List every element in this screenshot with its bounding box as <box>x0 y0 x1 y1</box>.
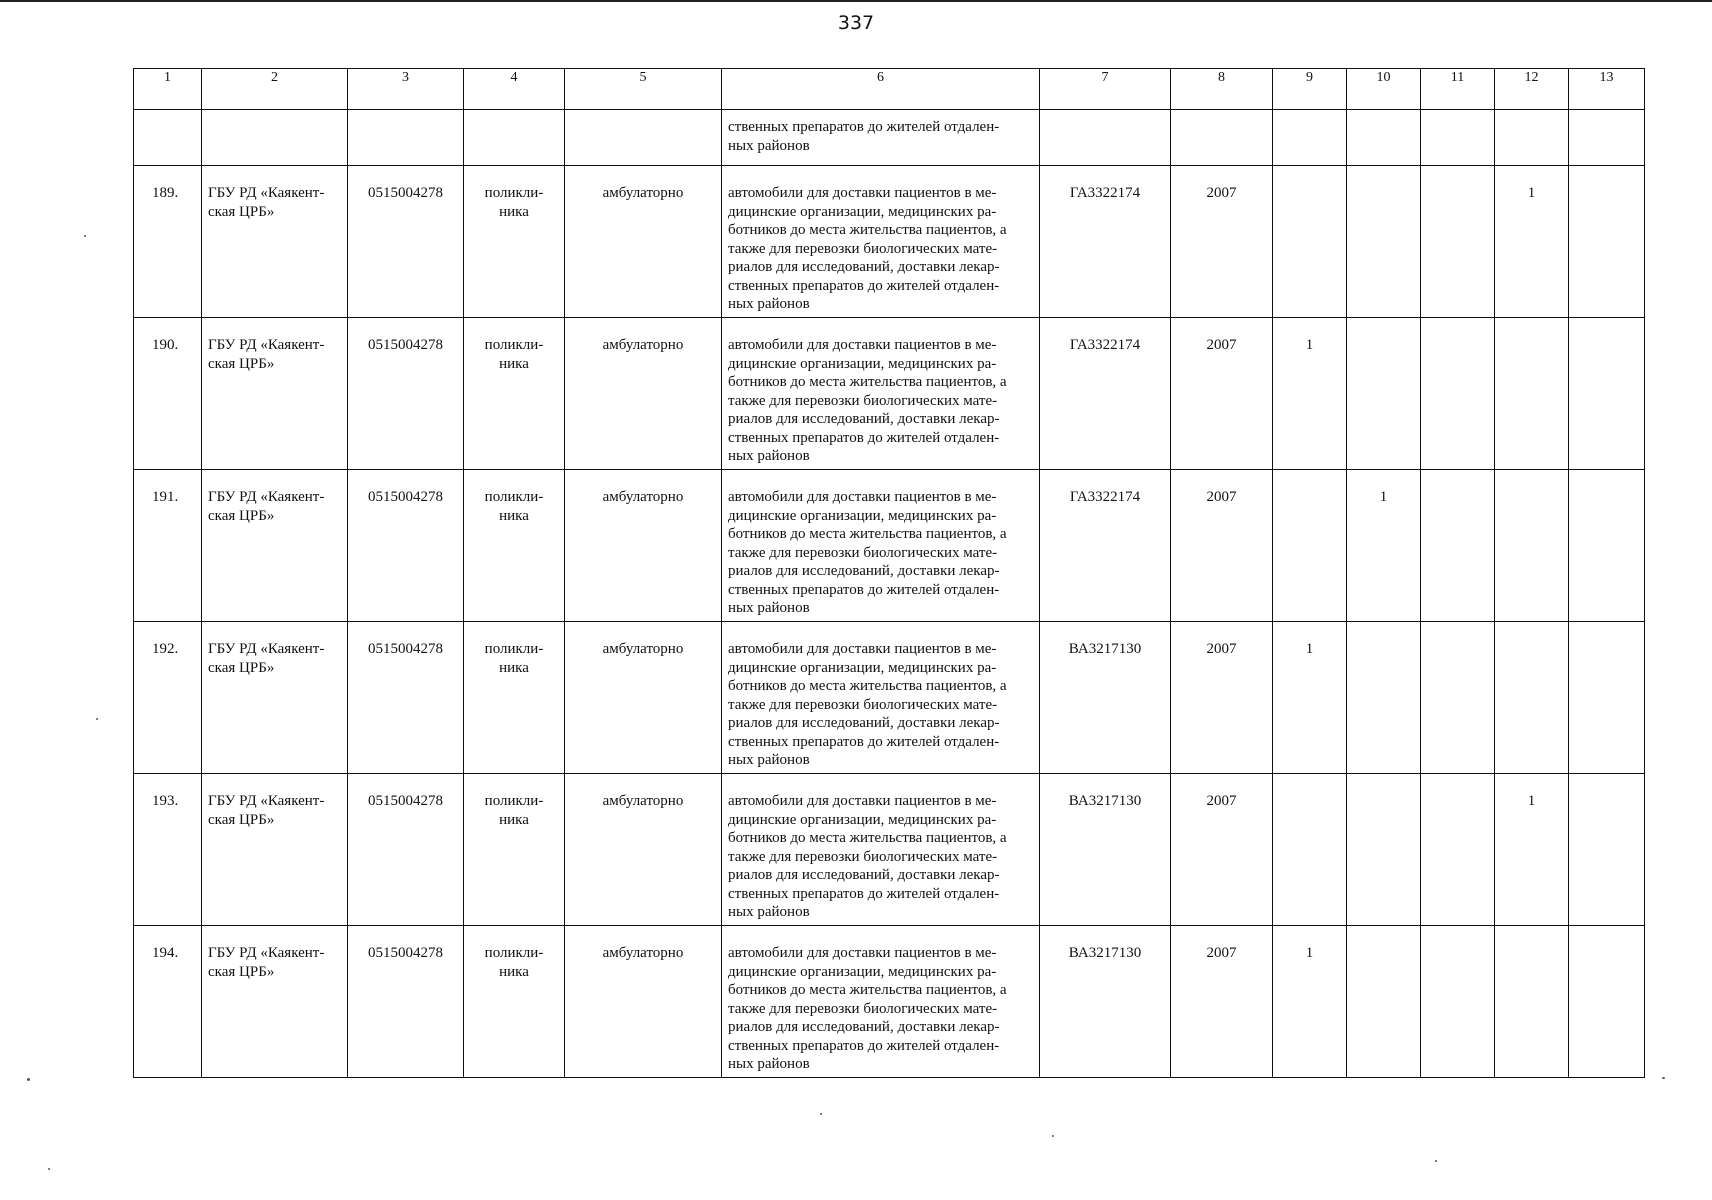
care-mode: амбулаторно <box>602 185 684 201</box>
table-row <box>134 166 1645 318</box>
vehicle-purpose-cell <box>722 622 1040 774</box>
care-mode: амбулаторно <box>602 641 684 657</box>
inn-number: 0515004278 <box>368 185 443 201</box>
vehicle-year-cell <box>1171 318 1273 470</box>
row-number: 192. <box>152 641 179 657</box>
col-11-value-cell <box>1421 318 1495 470</box>
col-13-value-cell <box>1569 166 1645 318</box>
vehicle-year-cell <box>1171 622 1273 774</box>
col-10-value <box>1347 318 1420 336</box>
unit-type: поликли- ника <box>484 793 544 828</box>
vehicle-model-cell <box>1040 166 1171 318</box>
organization-name: ГБУ РД «Каякент- ская ЦРБ» <box>208 337 325 372</box>
col-9-value <box>1273 470 1346 488</box>
scan-speck <box>1435 1160 1437 1162</box>
col-12-value-cell <box>1495 318 1569 470</box>
inn-number: 0515004278 <box>368 489 443 505</box>
col-11-value-cell <box>1421 774 1495 926</box>
col-12-value-cell <box>1495 622 1569 774</box>
col-12-value-cell <box>1495 166 1569 318</box>
col-12-value <box>1495 470 1568 488</box>
header-col-6: 6 <box>722 69 1040 110</box>
organization-name-cell <box>202 166 348 318</box>
vehicle-table <box>133 68 1645 1078</box>
header-col-12: 12 <box>1495 69 1569 110</box>
col-13-value <box>1569 166 1644 184</box>
col-9-value-cell <box>1273 622 1347 774</box>
organization-name-cell <box>202 774 348 926</box>
col-9-value: 1 <box>1305 641 1314 657</box>
vehicle-model: ГА3322174 <box>1069 489 1141 505</box>
empty-cell <box>1569 110 1645 166</box>
organization-name: ГБУ РД «Каякент- ская ЦРБ» <box>208 641 325 676</box>
inn-number: 0515004278 <box>368 945 443 961</box>
col-10-value-cell <box>1347 774 1421 926</box>
header-col-10: 10 <box>1347 69 1421 110</box>
unit-type-cell <box>464 622 565 774</box>
vehicle-purpose: автомобили для доставки пациентов в ме- дицинские организации, медицинских ра- ботников до места жительства пациентов, а также для перевозки биологических мате- риалов для исследований, доставки лекар- ственных препаратов до жителей отдален- ных районов <box>728 489 1007 616</box>
col-11-value <box>1421 774 1494 792</box>
vehicle-model-cell <box>1040 774 1171 926</box>
vehicle-model: ВА3217130 <box>1068 945 1142 961</box>
organization-name-cell <box>202 622 348 774</box>
scan-speck <box>48 1168 50 1170</box>
scan-speck <box>84 235 86 237</box>
vehicle-year: 2007 <box>1206 489 1237 505</box>
vehicle-year-cell <box>1171 774 1273 926</box>
empty-cell <box>202 110 348 166</box>
vehicle-year: 2007 <box>1206 185 1237 201</box>
care-mode-cell <box>565 774 722 926</box>
vehicle-year: 2007 <box>1206 337 1237 353</box>
vehicle-purpose: автомобили для доставки пациентов в ме- дицинские организации, медицинских ра- ботников до места жительства пациентов, а также для перевозки биологических мате- риалов для исследований, доставки лекар- ственных препаратов до жителей отдален- ных районов <box>728 337 1007 464</box>
col-10-value-cell <box>1347 318 1421 470</box>
header-col-3: 3 <box>348 69 464 110</box>
header-col-2: 2 <box>202 69 348 110</box>
row-number: 190. <box>152 337 179 353</box>
continuation-text-content: ственных препаратов до жителей отдален- ных районов <box>728 119 1000 154</box>
vehicle-year-cell <box>1171 926 1273 1078</box>
col-9-value-cell <box>1273 318 1347 470</box>
unit-type-cell <box>464 926 565 1078</box>
vehicle-purpose-cell <box>722 166 1040 318</box>
col-13-value <box>1569 774 1644 792</box>
continuation-text <box>722 110 1040 166</box>
col-9-value-cell <box>1273 926 1347 1078</box>
vehicle-year-cell <box>1171 166 1273 318</box>
header-col-8: 8 <box>1171 69 1273 110</box>
organization-name-cell <box>202 926 348 1078</box>
col-10-value-cell <box>1347 926 1421 1078</box>
care-mode-cell <box>565 470 722 622</box>
col-13-value-cell <box>1569 622 1645 774</box>
inn-number-cell <box>348 470 464 622</box>
organization-name: ГБУ РД «Каякент- ская ЦРБ» <box>208 945 325 980</box>
vehicle-year-cell <box>1171 470 1273 622</box>
continuation-row <box>134 110 1645 166</box>
col-10-value <box>1347 926 1420 944</box>
care-mode: амбулаторно <box>602 793 684 809</box>
scan-speck <box>1662 1077 1665 1079</box>
scan-speck <box>27 1078 30 1081</box>
inn-number-cell <box>348 774 464 926</box>
row-number: 194. <box>152 945 179 961</box>
scan-speck <box>1052 1135 1054 1137</box>
inn-number: 0515004278 <box>368 337 443 353</box>
vehicle-model-cell <box>1040 622 1171 774</box>
col-9-value-cell <box>1273 470 1347 622</box>
col-11-value <box>1421 470 1494 488</box>
col-12-value-cell <box>1495 470 1569 622</box>
care-mode: амбулаторно <box>602 489 684 505</box>
col-9-value-cell <box>1273 774 1347 926</box>
unit-type: поликли- ника <box>484 641 544 676</box>
header-col-7: 7 <box>1040 69 1171 110</box>
col-12-value-cell <box>1495 926 1569 1078</box>
col-13-value <box>1569 926 1644 944</box>
unit-type: поликли- ника <box>484 945 544 980</box>
vehicle-model: ГА3322174 <box>1069 185 1141 201</box>
scan-speck <box>96 718 98 720</box>
empty-cell <box>348 110 464 166</box>
page-number: 337 <box>837 12 875 34</box>
col-10-value <box>1347 622 1420 640</box>
col-11-value-cell <box>1421 622 1495 774</box>
col-13-value-cell <box>1569 470 1645 622</box>
col-12-value: 1 <box>1527 793 1536 809</box>
vehicle-purpose: автомобили для доставки пациентов в ме- дицинские организации, медицинских ра- ботников до места жительства пациентов, а также для перевозки биологических мате- риалов для исследований, доставки лекар- ственных препаратов до жителей отдален- ных районов <box>728 945 1007 1072</box>
col-9-value-cell <box>1273 166 1347 318</box>
empty-cell <box>1421 110 1495 166</box>
unit-type: поликли- ника <box>484 337 544 372</box>
col-10-value-cell <box>1347 622 1421 774</box>
inn-number: 0515004278 <box>368 793 443 809</box>
col-9-value <box>1273 774 1346 792</box>
col-9-value <box>1273 166 1346 184</box>
col-13-value-cell <box>1569 774 1645 926</box>
col-13-value <box>1569 622 1644 640</box>
vehicle-year: 2007 <box>1206 641 1237 657</box>
header-row <box>134 69 1645 110</box>
col-12-value <box>1495 318 1568 336</box>
empty-cell <box>1040 110 1171 166</box>
vehicle-purpose: автомобили для доставки пациентов в ме- дицинские организации, медицинских ра- ботников до места жительства пациентов, а также для перевозки биологических мате- риалов для исследований, доставки лекар- ственных препаратов до жителей отдален- ных районов <box>728 185 1007 312</box>
row-number-cell <box>134 318 202 470</box>
header-col-5: 5 <box>565 69 722 110</box>
empty-cell <box>565 110 722 166</box>
col-13-value <box>1569 318 1644 336</box>
unit-type-cell <box>464 774 565 926</box>
unit-type: поликли- ника <box>484 185 544 220</box>
vehicle-purpose-cell <box>722 318 1040 470</box>
header-col-13: 13 <box>1569 69 1645 110</box>
vehicle-year: 2007 <box>1206 945 1237 961</box>
empty-cell <box>1495 110 1569 166</box>
top-border-line <box>0 0 1712 2</box>
inn-number-cell <box>348 622 464 774</box>
vehicle-year: 2007 <box>1206 793 1237 809</box>
care-mode-cell <box>565 166 722 318</box>
table-row <box>134 318 1645 470</box>
row-number-cell <box>134 166 202 318</box>
col-11-value <box>1421 926 1494 944</box>
inn-number-cell <box>348 318 464 470</box>
row-number-cell <box>134 470 202 622</box>
col-11-value <box>1421 622 1494 640</box>
col-10-value-cell <box>1347 166 1421 318</box>
vehicle-purpose-cell <box>722 774 1040 926</box>
row-number: 193. <box>152 793 179 809</box>
empty-cell <box>1273 110 1347 166</box>
care-mode: амбулаторно <box>602 945 684 961</box>
care-mode: амбулаторно <box>602 337 684 353</box>
col-12-value: 1 <box>1527 185 1536 201</box>
col-13-value <box>1569 470 1644 488</box>
vehicle-model-cell <box>1040 318 1171 470</box>
inn-number-cell <box>348 926 464 1078</box>
inn-number-cell <box>348 166 464 318</box>
empty-cell <box>464 110 565 166</box>
col-12-value <box>1495 622 1568 640</box>
row-number-cell <box>134 926 202 1078</box>
table-row <box>134 470 1645 622</box>
col-11-value-cell <box>1421 166 1495 318</box>
vehicle-model: ВА3217130 <box>1068 793 1142 809</box>
col-11-value <box>1421 318 1494 336</box>
vehicle-purpose: автомобили для доставки пациентов в ме- дицинские организации, медицинских ра- ботников до места жительства пациентов, а также для перевозки биологических мате- риалов для исследований, доставки лекар- ственных препаратов до жителей отдален- ных районов <box>728 641 1007 768</box>
header-col-9: 9 <box>1273 69 1347 110</box>
col-13-value-cell <box>1569 318 1645 470</box>
col-12-value-cell <box>1495 774 1569 926</box>
inn-number: 0515004278 <box>368 641 443 657</box>
unit-type: поликли- ника <box>484 489 544 524</box>
empty-cell <box>1171 110 1273 166</box>
header-col-1: 1 <box>134 69 202 110</box>
vehicle-purpose-cell <box>722 470 1040 622</box>
unit-type-cell <box>464 470 565 622</box>
care-mode-cell <box>565 926 722 1078</box>
vehicle-model-cell <box>1040 926 1171 1078</box>
row-number-cell <box>134 774 202 926</box>
table-row <box>134 622 1645 774</box>
col-10-value-cell <box>1347 470 1421 622</box>
vehicle-purpose-cell <box>722 926 1040 1078</box>
col-11-value-cell <box>1421 926 1495 1078</box>
header-col-4: 4 <box>464 69 565 110</box>
col-13-value-cell <box>1569 926 1645 1078</box>
vehicle-model: ГА3322174 <box>1069 337 1141 353</box>
care-mode-cell <box>565 318 722 470</box>
col-10-value <box>1347 166 1420 184</box>
table-row <box>134 926 1645 1078</box>
row-number: 191. <box>152 489 179 505</box>
scan-speck <box>820 1113 822 1115</box>
organization-name: ГБУ РД «Каякент- ская ЦРБ» <box>208 489 325 524</box>
table-row <box>134 774 1645 926</box>
empty-cell <box>1347 110 1421 166</box>
col-9-value: 1 <box>1305 945 1314 961</box>
col-11-value <box>1421 166 1494 184</box>
col-10-value: 1 <box>1379 489 1388 505</box>
vehicle-purpose: автомобили для доставки пациентов в ме- дицинские организации, медицинских ра- ботников до места жительства пациентов, а также для перевозки биологических мате- риалов для исследований, доставки лекар- ственных препаратов до жителей отдален- ных районов <box>728 793 1007 920</box>
organization-name: ГБУ РД «Каякент- ская ЦРБ» <box>208 185 325 220</box>
col-11-value-cell <box>1421 470 1495 622</box>
row-number: 189. <box>152 185 179 201</box>
vehicle-model-cell <box>1040 470 1171 622</box>
col-10-value <box>1347 774 1420 792</box>
col-9-value: 1 <box>1305 337 1314 353</box>
col-12-value <box>1495 926 1568 944</box>
empty-cell <box>134 110 202 166</box>
organization-name: ГБУ РД «Каякент- ская ЦРБ» <box>208 793 325 828</box>
unit-type-cell <box>464 166 565 318</box>
organization-name-cell <box>202 470 348 622</box>
unit-type-cell <box>464 318 565 470</box>
row-number-cell <box>134 622 202 774</box>
care-mode-cell <box>565 622 722 774</box>
vehicle-model: ВА3217130 <box>1068 641 1142 657</box>
organization-name-cell <box>202 318 348 470</box>
header-col-11: 11 <box>1421 69 1495 110</box>
